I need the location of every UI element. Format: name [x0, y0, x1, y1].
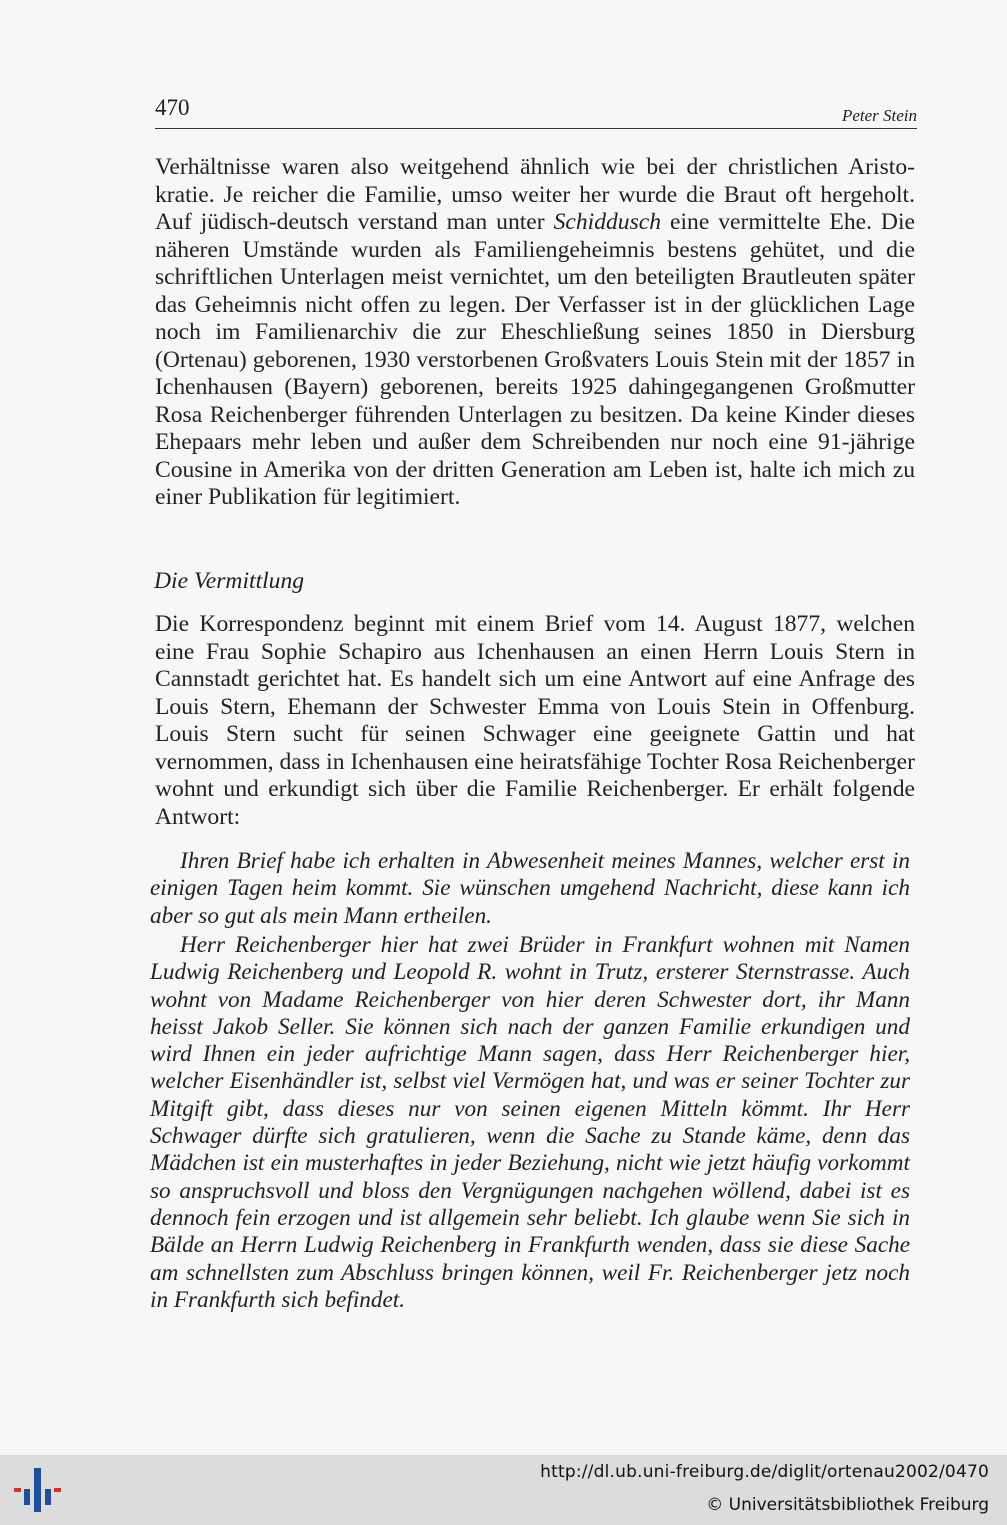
letter-quote-paragraph-1: Ihren Brief habe ich erhalten in Abwesenheit meines Mannes, welcher erst in einigen Tagen heim kommt. Sie wünschen umgehend Nachricht, diese kann ich aber so gut als mein Mann ertheilen. [150, 848, 910, 929]
body-paragraph-1 [155, 154, 915, 512]
section-heading: Die Vermittlung [154, 568, 305, 594]
letter-quote-paragraph-2: Herr Reichenberger hier hat zwei Brüder in Frankfurt wohnen mit Namen Ludwig Reichenberg und Leopold R. wohnt in Trutz, ersterer Sternstrasse. Auch wohnt von Madame Reichenberger von hier deren Schwester dort, ihr Mann heisst Jakob Seller. Sie können sich nach der ganzen Familie erkundigen und wird Ihnen ein jeder aufrichtige Mann sagen, dass Herr Reichenberger hier, welcher Eisenhändler ist, selbst viel Vermögen hat, und was er seiner Tochter zur Mitgift gibt, dass dieses nur von seinen eigenen Mitteln kömmt. Ihr Herr Schwager dürfte sich gratulieren, wenn die Sache zu Stande käme, denn das Mädchen ist ein musterhaftes in jeder Beziehung, nicht wie jetzt häufig vorkommt so anspruchsvoll und bloss den Vergnügungen nachgehen wöllend, dabei ist es dennoch fein erzogen und ist allgemein sehr beliebt. Ich glaube wenn Sie sich in Bälde an Herrn Ludwig Reichenberg in Frankfurth wenden, dass sie diese Sache am schnellsten zum Abschluss bringen können, weil Fr. Reichenberger jetz noch in Frankfurth sich befindet. [150, 932, 910, 1313]
footer-bar [0, 1455, 1007, 1525]
source-url-link[interactable]: http://dl.ub.uni-freiburg.de/diglit/ortenau2002/0470 [540, 1462, 989, 1482]
paragraph-1-text-start: Verhältnisse waren also weitgehend ähnlich wie bei der christlichen Aristokratie. Je reicher die Familie, umso weiter her wurde die Braut oft hergeholt. Auf jüdisch-deutsch verstand man unter [155, 154, 915, 235]
page-header [155, 92, 917, 129]
body-paragraph-2: Die Korrespondenz beginnt mit einem Brief vom 14. August 1877, welchen eine Frau Sophie Schapiro aus Ichenhausen an einen Herrn Louis Stern in Cannstadt gerichtet hat. Es handelt sich um eine Antwort auf eine Anfrage des Louis Stern, Ehemann der Schwester Emma von Louis Stein in Offenburg. Louis Stern sucht für seinen Schwager eine geeignete Gattin und hat vernommen, dass in Ichenhausen eine heiratsfähige Tochter Rosa Reichenberger wohnt und erkundigt sich über die Familie Reichenberger. Er erhält folgende Antwort: [155, 611, 915, 830]
page-number: 470 [155, 95, 190, 120]
paragraph-1-text-end: eine vermittelte Ehe. Die näheren Umstände wurden als Familiengeheimnis bestens gehütet, und die schriftlichen Unterlagen meist vernichtet, um den beteiligten Brautleuten später das Geheimnis nicht offen zu legen. Der Verfasser ist in der glücklichen Lage noch im Familienarchiv die zur Eheschließung seines 1850 in Diersburg (Ortenau) geborenen, 1930 verstorbenen Großvaters Louis Stein mit der 1857 in Ichenhausen (Bayern) geborenen, bereits 1925 dahingegangenen Großmutter Rosa Reichenberger führenden Unterlagen zu besitzen. Da keine Kinder dieses Ehepaars mehr leben und außer dem Schreibenden nur noch eine 91-jährige Cousine in Amerika von der dritten Generation am Leben ist, halte ich mich zu einer Publikation für legitimiert. [155, 209, 916, 510]
italic-term-schiddusch: Schiddusch [553, 209, 662, 235]
ub-freiburg-logo-icon [12, 1466, 64, 1514]
running-head-author: Peter Stein [841, 106, 917, 125]
copyright-notice: © Universitätsbibliothek Freiburg [706, 1495, 989, 1515]
